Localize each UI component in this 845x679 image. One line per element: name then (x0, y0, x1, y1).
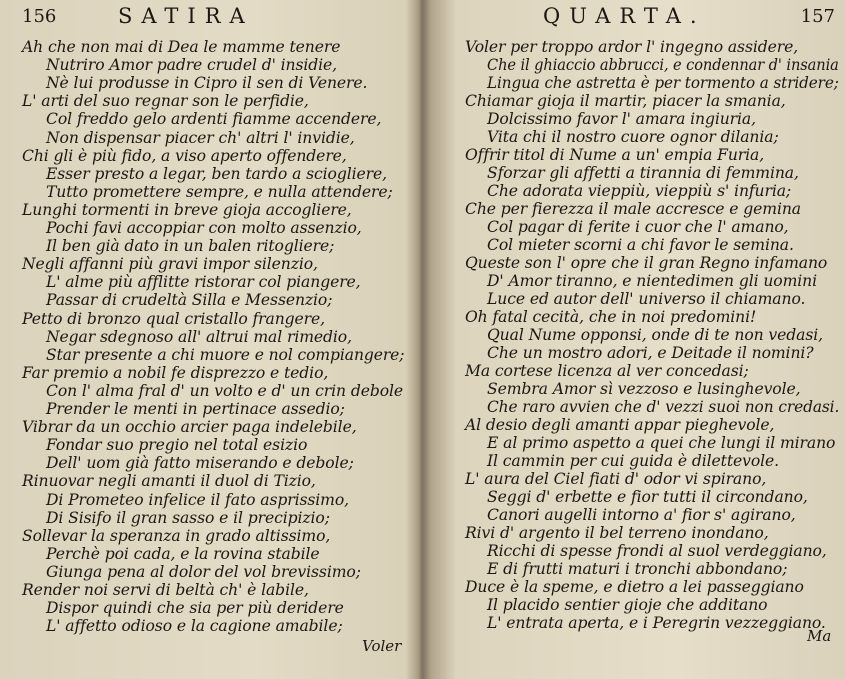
verse-line: Offrir titol di Nume a un' empia Furia, (465, 146, 765, 164)
verse-line: Seggi d' erbette e fior tutti il circondano, (487, 488, 808, 506)
verse-line: D' Amor tiranno, e nientedimen gli uomini (487, 272, 818, 290)
verse-line: Che per fierezza il male accresce e gemina (465, 200, 801, 218)
verse-line: Sollevar la speranza in grado altissimo, (22, 526, 331, 545)
verse-line: Duce è la speme, e dietro a lei passeggiano (465, 578, 804, 596)
verse-line: Lunghi tormenti in breve gioja accogliere, (22, 200, 352, 219)
verse-line: Di Sisifo il gran sasso e il precipizio; (46, 508, 330, 527)
verse-line: Qual Nume opponsi, onde di te non vedasi, (487, 326, 823, 344)
verse-line: Negli affanni più gravi impor silenzio, (22, 255, 318, 274)
verse-line: Ricchi di spesse frondi al suol verdeggiano, (487, 542, 827, 560)
verse-line: Al desio degli amanti appar pieghevole, (465, 416, 775, 434)
verse-line: Il ben già dato in un balen ritogliere; (46, 237, 335, 256)
verse-line: Pochi favi accoppiar con molto assenzio, (46, 219, 362, 237)
verse-line: Di Prometeo infelice il fato asprissimo, (46, 490, 350, 509)
right-page-header (415, 4, 845, 30)
verse-line: Dell' uom già fatto miserando e debole; (46, 454, 354, 473)
verse-line: Rinuovar negli amanti il duol di Tizio, (22, 472, 316, 491)
verse-line: Vibrar da un occhio arcier paga indelebile, (22, 418, 357, 437)
running-title: QUARTA. (543, 4, 706, 28)
verse-line: L' aura del Ciel fiati d' odor vi spirano, (465, 470, 767, 488)
verse-line: Esser presto a legar, ben tardo a sciogliere, (46, 164, 387, 183)
verse-line: Col freddo gelo ardenti fiamme accendere, (46, 110, 382, 129)
verse-line: Sembra Amor sì vezzoso e lusinghevole, (487, 380, 801, 398)
right-page (415, 0, 845, 679)
verse-line: Col pagar di ferite i cuor che l' amano, (487, 218, 789, 236)
verse-line: Render noi servi di beltà ch' è labile, (22, 581, 309, 599)
running-title: SATIRA (118, 4, 254, 28)
verse-line: Oh fatal cecità, che in noi predomini! (465, 308, 757, 326)
verse-line: Il placido sentier gioje che additano (487, 596, 768, 614)
verse-line: Chi gli è più fido, a viso aperto offendere, (22, 146, 347, 165)
verse-line: Ma cortese licenza al ver concedasi; (465, 362, 749, 380)
left-page (0, 0, 410, 679)
verse-line: Col mieter scorni a chi favor le semina. (487, 236, 794, 254)
verse-line: Prender le menti in pertinace assedio; (46, 400, 345, 418)
verse-line: Lingua che astretta è per tormento a stridere; (487, 74, 839, 92)
verse-line: Petto di bronzo qual cristallo frangere, (22, 309, 325, 328)
verse-line: L' arti del suo regnar son le perfidie, (22, 92, 309, 111)
verse-line: Che il ghiaccio abbrucci, e condennar d' insania (487, 56, 839, 74)
verse-line: Non dispensar piacer ch' altri l' invidie, (46, 128, 355, 147)
verse-line: Fondar suo pregio nel total esizio (46, 436, 308, 455)
verse-line: Queste son l' opre che il gran Regno infamano (465, 254, 828, 272)
verse-line: Vita chi il nostro cuore ognor dilania; (487, 128, 779, 146)
verse-line: Dolcissimo favor l' amara ingiuria, (487, 110, 756, 128)
verse-line: Negar sdegnoso all' altrui mal rimedio, (46, 327, 352, 346)
verse-line: Ah che non mai di Dea le mamme tenere (22, 38, 341, 56)
verse-line: Star presente a chi muore e nol compiangere; (46, 345, 405, 364)
verse-line: Tutto promettere sempre, e nulla attendere; (46, 182, 393, 201)
verse-line: Il cammin per cui guida è dilettevole. (487, 452, 779, 470)
verse-line: Nutriro Amor padre crudel d' insidie, (46, 56, 338, 75)
catchword: Voler (362, 637, 402, 655)
verse-line: Voler per troppo ardor l' ingegno assidere, (465, 38, 799, 56)
verse-line: E al primo aspetto a quei che lungi il mirano (487, 434, 836, 452)
verse-line: Chiamar gioja il martir, piacer la smania, (465, 92, 786, 110)
verse-line: Che raro avvien che d' vezzi suoi non credasi. (487, 398, 840, 416)
verse-line: Rivi d' argento il bel terreno inondano, (465, 524, 769, 542)
verse-line: Giunga pena al dolor del vol brevissimo; (46, 562, 361, 581)
verse-line: L' entrata aperta, e i Peregrin vezzeggiano. (487, 614, 826, 632)
verse-line: Che adorata vieppiù, vieppiù s' infuria; (487, 182, 792, 200)
verse-line: Far premio a nobil fe disprezzo e tedio, (22, 363, 329, 382)
verse-line: Con l' alma fral d' un volto e d' un crin debole (46, 381, 404, 400)
page-number: 157 (800, 6, 835, 27)
verse-line: L' alme più afflitte ristorar col piangere, (46, 273, 361, 292)
verse-line: Nè lui produsse in Cipro il sen di Venere. (46, 74, 368, 93)
page-number: 156 (22, 6, 57, 27)
verse-line: Che un mostro adori, e Deitade il nomini? (487, 344, 814, 362)
verse-line: Luce ed autor dell' universo il chiamano. (487, 290, 806, 308)
verse-line: L' affetto odioso e la cagione amabile; (46, 617, 343, 636)
catchword: Ma (807, 627, 832, 645)
verse-line: Canori augelli intorno a' fior s' agirano, (487, 506, 796, 524)
verse-line: Sforzar gli affetti a tirannia di femmina, (487, 164, 799, 182)
verse-line: Dispor quindi che sia per più deridere (46, 599, 344, 618)
verse-line: E di frutti maturi i tronchi abbondano; (487, 560, 788, 578)
verse-line: Perchè poi cada, e la rovina stabile (46, 544, 320, 563)
verse-line: Passar di crudeltà Silla e Messenzio; (46, 291, 333, 310)
left-page-header (0, 4, 410, 30)
